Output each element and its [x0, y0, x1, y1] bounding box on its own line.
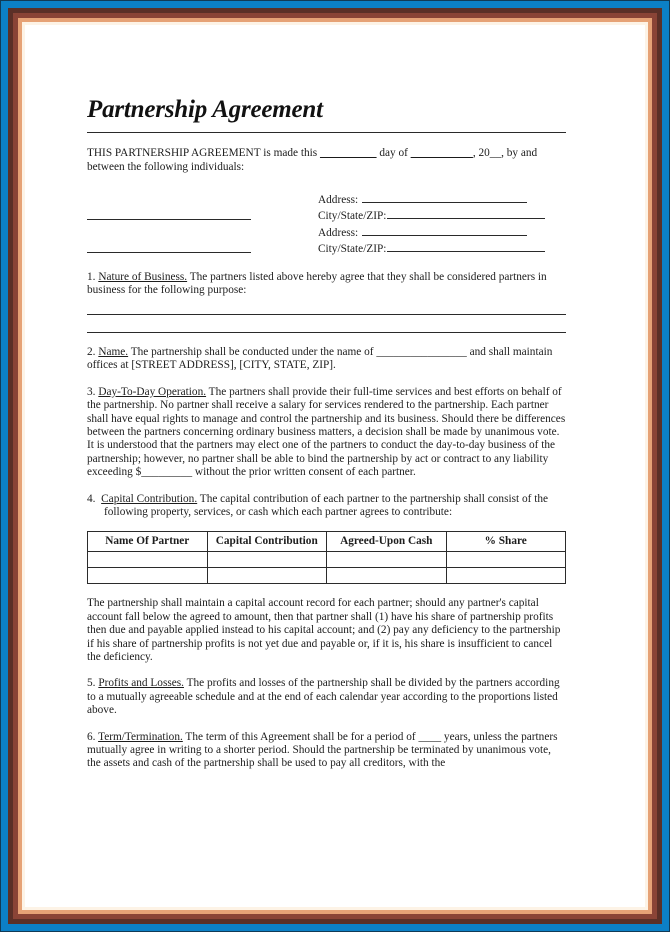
- section-5-number: 5.: [87, 677, 96, 690]
- intro-mid: day of: [376, 147, 411, 160]
- section-5-body: The profits and losses of the partnership shall be divided by the partners according to a mutually agreeable schedule and at the end of each calendar year according to the proportions listed above.: [87, 677, 560, 717]
- table-header-row: [88, 532, 566, 552]
- section-2-heading: Name.: [98, 345, 129, 358]
- section-5-heading: Profits and Losses.: [98, 677, 184, 690]
- capital-account-paragraph: The partnership shall maintain a capital account record for each partner; should any partner's capital account fall below the agreed to amount, then that partner shall (1) have his share of partnership profits then due and payable applied instead to his capital account; and (2) pay any deficiency to the partnership if his share of partnership profits is not yet due and payable or, if it is, his share is insufficient to cancel the deficiency.: [87, 597, 561, 663]
- page-title: Partnership Agreement: [87, 96, 323, 123]
- cell-name-of-partner[interactable]: [88, 552, 208, 568]
- party-row-1: [87, 192, 566, 225]
- section-3-number: 3.: [87, 385, 96, 398]
- cell-agreed-upon-cash[interactable]: [327, 552, 447, 568]
- party-1-address-group: [318, 192, 566, 223]
- party-2-signature-line[interactable]: [87, 252, 251, 253]
- section-6-number: 6.: [87, 730, 96, 743]
- party-2-address-input[interactable]: [362, 225, 527, 236]
- intro-prefix: THIS PARTNERSHIP AGREEMENT is made this: [87, 147, 321, 160]
- section-6-heading: Term/Termination.: [98, 730, 183, 743]
- column-header-percent-share: % Share: [446, 532, 566, 552]
- section-4-heading: Capital Contribution.: [101, 492, 198, 505]
- decorative-mid-brown-border: [13, 13, 657, 919]
- capital-contribution-table: [87, 531, 566, 584]
- party-1-city-input[interactable]: [387, 208, 545, 219]
- parties-block: [87, 192, 566, 258]
- section-4-capital-contribution: [87, 493, 566, 520]
- party-1-address-label: Address:: [318, 194, 359, 207]
- section-1-number: 1.: [87, 271, 96, 284]
- section-1-nature-of-business: [87, 271, 566, 298]
- section-5-profits-and-losses: [87, 677, 566, 717]
- party-2-city-line: [318, 241, 566, 257]
- section-3-heading: Day-To-Day Operation.: [98, 385, 207, 398]
- section-3-body: The partners shall provide their full-time services and best efforts on behalf of the partnership. No partner shall receive a salary for services rendered to the partnership. Each partner shall have equal rights to manage and control the partnership and its business. Should there be differences between the partners concerning ordinary business matters, a decision shall be made by unanimous vote. It is understood that the partners may elect one of the partners to conduct the day-to-day business of the partnership; however, no partner shall be able to bind the partnership by act or contract to any liability exceeding $_________ without the prior written consent of each partner.: [87, 385, 566, 479]
- column-header-capital-contribution: Capital Contribution: [207, 532, 327, 552]
- party-2-address-label: Address:: [318, 227, 359, 240]
- party-1-signature-line[interactable]: [87, 219, 251, 220]
- party-2-city-label: City/State/ZIP:: [318, 242, 387, 255]
- party-1-address-line: [318, 192, 566, 208]
- party-2-address-line: [318, 225, 566, 241]
- section-2-body: The partnership shall be conducted under the name of ________________ and shall maintain offices at [STREET ADDRESS], [CITY, STATE, ZIP].: [87, 345, 553, 372]
- decorative-pale-border: [22, 22, 648, 910]
- intro-suffix: , 20__, by and between the following individuals:: [87, 147, 538, 173]
- party-2-city-input[interactable]: [387, 241, 545, 252]
- table-row: [88, 568, 566, 584]
- nature-of-business-blank-line-2[interactable]: [87, 332, 566, 333]
- section-6-body: The term of this Agreement shall be for a period of ____ years, unless the partners mutually agree in writing to a shorter period. Should the partnership be terminated by unanimous vote, the assets and cash of the partnership shall be used to pay all creditors, with the: [87, 730, 558, 770]
- section-6-term-termination: [87, 731, 566, 771]
- column-header-name-of-partner: Name Of Partner: [88, 532, 208, 552]
- section-1-heading: Nature of Business.: [98, 271, 188, 284]
- cell-name-of-partner[interactable]: [88, 568, 208, 584]
- intro-day-blank: __________: [320, 147, 377, 160]
- party-1-city-line: [318, 208, 566, 224]
- column-header-agreed-upon-cash: Agreed-Upon Cash: [327, 532, 447, 552]
- table-row: [88, 552, 566, 568]
- section-3-day-to-day-operation: [87, 386, 566, 480]
- section-4-number: 4.: [87, 492, 96, 505]
- title-divider: [87, 132, 566, 133]
- party-1-address-input[interactable]: [362, 192, 527, 203]
- cell-percent-share[interactable]: [446, 568, 566, 584]
- intro-paragraph: [87, 147, 566, 174]
- nature-of-business-blank-line-1[interactable]: [87, 314, 566, 315]
- cell-agreed-upon-cash[interactable]: [327, 568, 447, 584]
- section-1-body: The partners listed above hereby agree that they shall be considered partners in business for the following purpose:: [87, 271, 547, 297]
- party-2-address-group: [318, 225, 566, 256]
- cell-percent-share[interactable]: [446, 552, 566, 568]
- cell-capital-contribution[interactable]: [207, 552, 327, 568]
- section-2-number: 2.: [87, 345, 96, 358]
- party-row-2: [87, 225, 566, 258]
- intro-month-blank: ___________: [410, 147, 473, 160]
- document-content: [87, 97, 566, 771]
- document-page: [25, 25, 645, 907]
- cell-capital-contribution[interactable]: [207, 568, 327, 584]
- party-1-city-label: City/State/ZIP:: [318, 209, 387, 222]
- section-4-body: The capital contribution of each partner to the partnership shall consist of the following property, services, or cash which each partner agrees to contribute:: [104, 492, 548, 518]
- decorative-dark-brown-border: [8, 8, 662, 924]
- decorative-tan-border: [18, 18, 652, 914]
- section-2-name: [87, 346, 566, 373]
